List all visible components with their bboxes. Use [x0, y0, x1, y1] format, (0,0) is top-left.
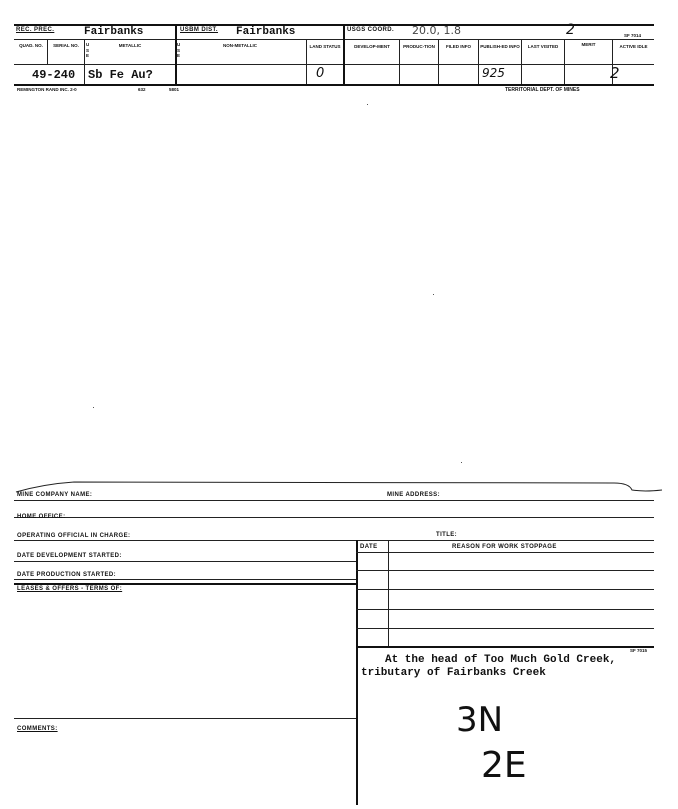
col-divider [84, 39, 85, 84]
rule [14, 718, 356, 719]
usgs-coord-value: 20.0, 1.8 [412, 24, 461, 37]
rec-prec-label: REC. PREC. [16, 27, 55, 33]
rule [14, 500, 654, 501]
record-land-status: 0 [316, 66, 325, 81]
header-rule-cols [14, 64, 654, 65]
scan-speck [461, 462, 462, 463]
rule [356, 552, 654, 553]
col-production: PRODUC-TION [403, 44, 435, 49]
rule [356, 609, 654, 610]
rule [356, 628, 654, 629]
rule [14, 517, 654, 518]
operating-official-label: OPERATING OFFICIAL IN CHARGE: [17, 533, 131, 539]
rule [14, 561, 356, 562]
handwritten-mark: 2 [566, 22, 575, 38]
col-use-metallic: U S E [86, 42, 90, 58]
col-use-nonmetallic: U S E [177, 42, 181, 58]
record-active-idle: 2 [610, 64, 620, 82]
stoppage-table-left [356, 540, 358, 805]
card-edge [14, 478, 664, 498]
stoppage-table-divider [388, 540, 389, 647]
col-published-info: PUBLISH-ED INFO [480, 44, 520, 49]
comments-label: COMMENTS: [17, 726, 58, 732]
scan-speck [433, 294, 434, 295]
printer-mark: REMINGTON RAND INC. 2-0 [17, 87, 77, 92]
home-office-label: HOME OFFICE: [17, 514, 66, 520]
printer-code-2: 5801 [169, 87, 180, 92]
date-production-started-label: DATE PRODUCTION STARTED: [17, 572, 117, 578]
title-label: TITLE: [436, 532, 458, 538]
department-name: TERRITORIAL DEPT. OF MINES [505, 87, 580, 93]
rule [356, 570, 654, 571]
record-published-info: 925 [482, 66, 505, 80]
rule [14, 540, 654, 541]
location-line-1: At the head of Too Much Gold Creek, [385, 654, 617, 666]
rule [14, 583, 356, 585]
scan-speck [367, 104, 368, 105]
header-rule-bottom [14, 84, 654, 86]
scan-speck [93, 407, 94, 408]
form-number-top: SF 7014 [624, 33, 642, 38]
stoppage-reason-header: REASON FOR WORK STOPPAGE [452, 544, 557, 550]
mine-address-label: MINE ADDRESS: [387, 492, 440, 498]
township-handwritten: 3N [456, 700, 504, 740]
form-number-bottom: SF 7015 [630, 648, 648, 653]
usbm-dist-value: Fairbanks [236, 26, 296, 38]
col-merit: MERIT [581, 42, 596, 47]
printer-code: 632 [138, 87, 146, 92]
rule [356, 589, 654, 590]
date-development-started-label: DATE DEVELOPMENT STARTED: [17, 553, 122, 559]
col-serial-no: SERIAL NO. [53, 43, 79, 48]
col-active-idle: ACTIVE IDLE [619, 44, 648, 49]
location-line-2: tributary of Fairbanks Creek [361, 667, 546, 679]
stoppage-date-header: DATE [360, 544, 378, 550]
col-development: DEVELOP-MENT [354, 44, 390, 49]
rule [356, 646, 654, 648]
range-handwritten: 2E [481, 745, 527, 786]
col-metallic: METALLIC [118, 43, 142, 48]
leases-offers-label: LEASES & OFFERS - TERMS OF: [17, 586, 123, 592]
record-metallic: Sb Fe Au? [88, 68, 153, 82]
col-last-visited: LAST VISITED [527, 44, 559, 49]
usbm-dist-label: USBM DIST. [180, 27, 219, 33]
col-filed-info: FILED INFO [446, 44, 471, 49]
mine-company-name-label: MINE COMPANY NAME: [17, 492, 93, 498]
usgs-coord-label: USGS COORD. [347, 27, 395, 33]
col-quad-no: QUAD. NO. [19, 43, 43, 48]
col-divider [343, 24, 345, 84]
col-land-status: LAND STATUS [309, 44, 341, 49]
rec-prec-value: Fairbanks [84, 26, 144, 38]
rule [14, 579, 356, 580]
header-rule-mid [14, 39, 654, 40]
record-quad-serial: 49-240 [32, 68, 76, 82]
col-non-metallic: NON-METALLIC [223, 43, 257, 48]
